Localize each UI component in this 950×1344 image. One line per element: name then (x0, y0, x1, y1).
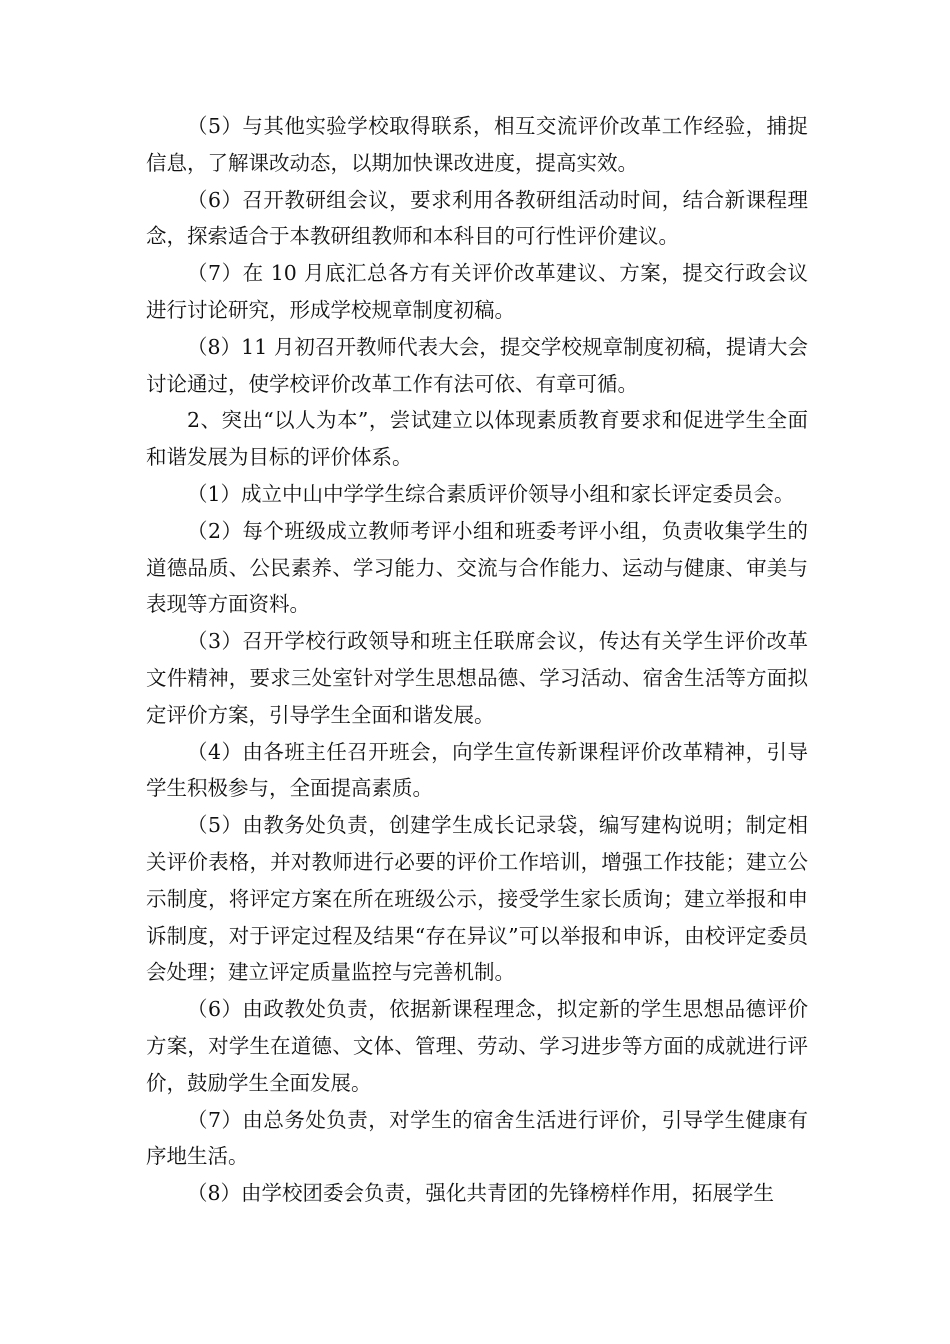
paragraph-item-6-research-group: （6）召开教研组会议，要求利用各教研组活动时间，结合新课程理念，探索适合于本教研组教师和本科目的可行性评价建议。 (146, 187, 808, 249)
paragraph-step-5: （5）由教务处负责，创建学生成长记录袋，编写建构说明；制定相关评价表格，并对教师进行必要的评价工作培训，增强工作技能；建立公示制度，将评定方案在所在班级公示，接受学生家长质询；建立举报和申诉制度，对于评定过程及结果“存在异议”可以举报和申诉，由校评定委员会处理；建立评定质量监控与完善机制。 (146, 813, 808, 985)
paragraph-step-2: （2）每个班级成立教师考评小组和班委考评小组，负责收集学生的道德品质、公民素养、学习能力、交流与合作能力、运动与健康、审美与表现等方面资料。 (146, 518, 808, 617)
paragraph-item-5-contact: （5）与其他实验学校取得联系，相互交流评价改革工作经验，捕捉信息，了解课改动态，以期加快课改进度，提高实效。 (146, 114, 808, 175)
paragraph-step-1: （1）成立中山中学学生综合素质评价领导小组和家长评定委员会。 (187, 481, 795, 506)
paragraph-item-8-congress: （8）11 月初召开教师代表大会，提交学校规章制度初稿，提请大会讨论通过，使学校评价改革工作有法可依、有章可循。 (146, 334, 808, 396)
document-body (146, 108, 808, 1212)
paragraph-step-8: （8）由学校团委会负责，强化共青团的先锋榜样作用，拓展学生 (187, 1181, 775, 1206)
paragraph-step-7: （7）由总务处负责，对学生的宿舍生活进行评价，引导学生健康有序地生活。 (146, 1107, 808, 1169)
paragraph-step-4: （4）由各班主任召开班会，向学生宣传新课程评价改革精神，引导学生积极参与，全面提高素质。 (146, 739, 808, 801)
paragraph-item-7-summary: （7）在 10 月底汇总各方有关评价改革建议、方案，提交行政会议进行讨论研究，形成学校规章制度初稿。 (146, 261, 808, 322)
section-heading-2: 2、突出“以人为本”，尝试建立以体现素质教育要求和促进学生全面和谐发展为目标的评价体系。 (146, 408, 808, 470)
paragraph-step-3: （3）召开学校行政领导和班主任联席会议，传达有关学生评价改革文件精神，要求三处室针对学生思想品德、学习活动、宿舍生活等方面拟定评价方案，引导学生全面和谐发展。 (146, 629, 808, 727)
paragraph-step-6: （6）由政教处负责，依据新课程理念，拟定新的学生思想品德评价方案，对学生在道德、文体、管理、劳动、学习进步等方面的成就进行评价，鼓励学生全面发展。 (146, 997, 808, 1095)
